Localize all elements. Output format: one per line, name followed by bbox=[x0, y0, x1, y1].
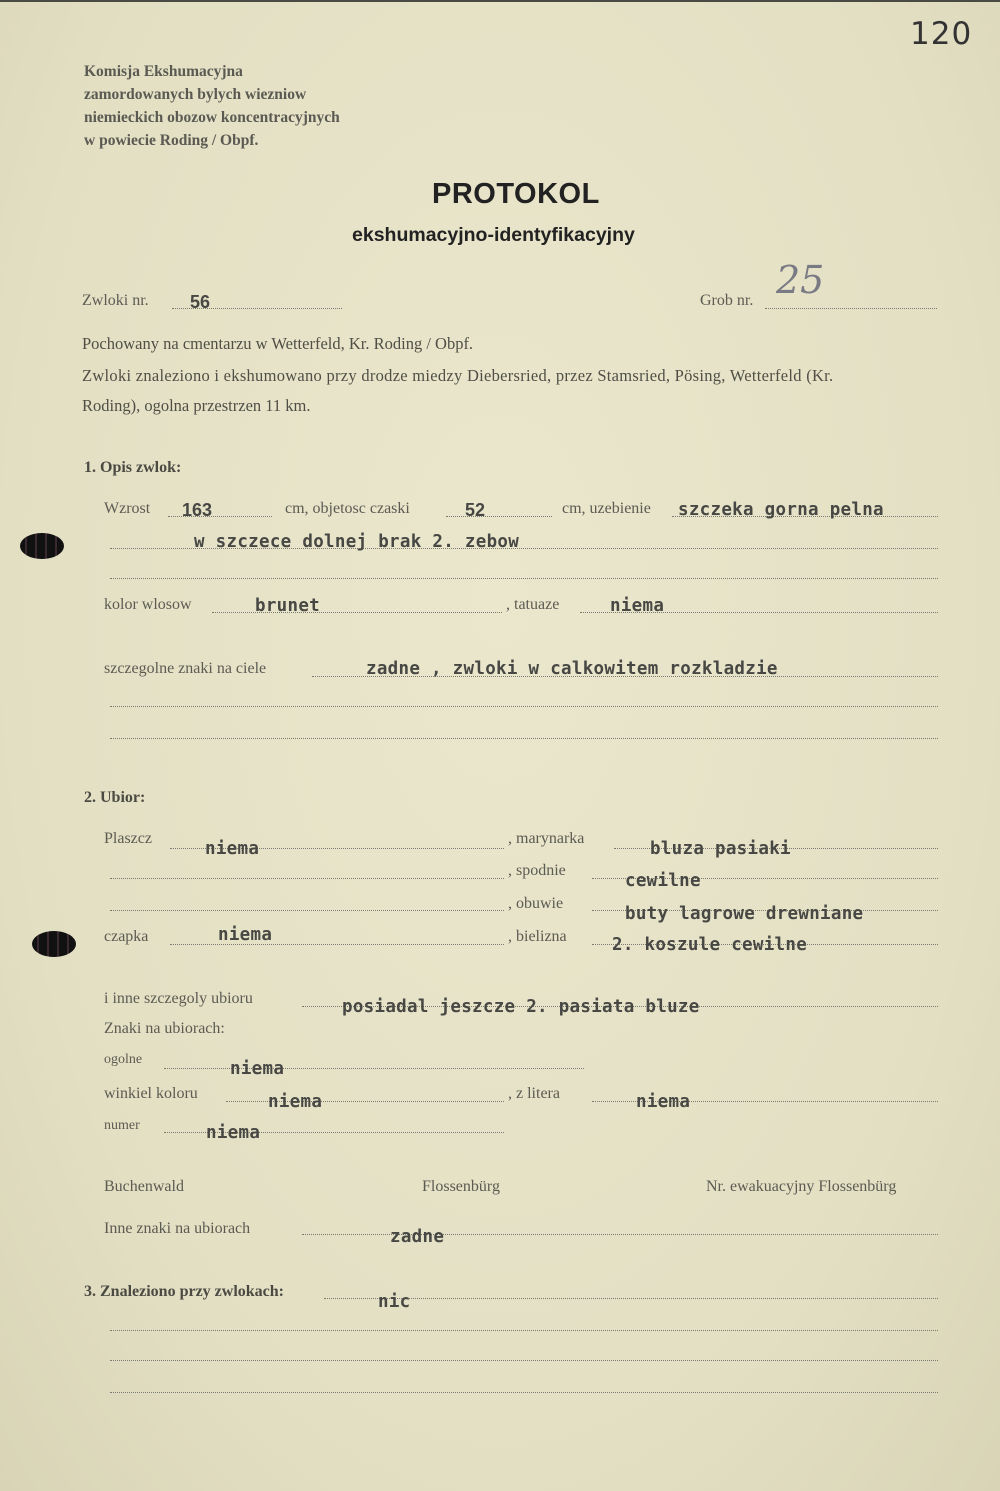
grave-number-line bbox=[765, 308, 937, 309]
found-items-blank-line-1 bbox=[110, 1330, 938, 1331]
shoes-value: buty lagrowe drewniane bbox=[625, 904, 864, 924]
other-details-label: i inne szczegoly ubioru bbox=[104, 990, 253, 1007]
letterhead-line-1: Komisja Ekshumacyjna bbox=[84, 63, 243, 80]
evacuation-number-label: Nr. ewakuacyjny Flossenbürg bbox=[706, 1178, 897, 1195]
flossenburg-label: Flossenbürg bbox=[422, 1178, 500, 1195]
punch-hole-bottom bbox=[32, 931, 76, 957]
height-unit-label: cm, objetosc czaski bbox=[285, 500, 410, 517]
underwear-value: 2. koszule cewilne bbox=[612, 935, 808, 955]
letter-value: niema bbox=[636, 1092, 691, 1112]
section-3-heading: 3. Znaleziono przy zwlokach: bbox=[84, 1283, 284, 1300]
letterhead-line-2: zamordowanych bylych wiezniow bbox=[84, 86, 307, 103]
document-title: PROTOKOL bbox=[432, 178, 600, 210]
cap-value: niema bbox=[218, 925, 273, 945]
coat-value: niema bbox=[205, 839, 260, 859]
blank-line-3 bbox=[110, 738, 938, 739]
skull-unit-label: cm, uzebienie bbox=[562, 500, 651, 517]
found-location-text-1: Zwloki znaleziono i ekshumowano przy drodze miedzy Diebersried, przez Stamsried, Pösing, Wetterfeld (Kr. bbox=[82, 366, 834, 385]
clothing-blank-line-1 bbox=[110, 878, 504, 879]
document-subtitle: ekshumacyjno-identyfikacyjny bbox=[352, 224, 635, 246]
body-marks-value: zadne , zwloki w calkowitem rozkladzie bbox=[366, 659, 778, 679]
skull-value: 52 bbox=[465, 500, 486, 520]
page-number: 120 bbox=[910, 16, 973, 52]
found-items-blank-line-2 bbox=[110, 1360, 938, 1361]
letterhead bbox=[84, 60, 340, 152]
found-location-text-2: Roding), ogolna przestrzen 11 km. bbox=[82, 396, 311, 415]
tattoo-label: , tatuaze bbox=[506, 596, 560, 613]
height-label: Wzrost bbox=[104, 500, 151, 517]
other-details-value: posiadal jeszcze 2. pasiata bluze bbox=[342, 997, 700, 1017]
trousers-label: , spodnie bbox=[508, 862, 566, 879]
other-clothing-marks-label: Inne znaki na ubiorach bbox=[104, 1220, 251, 1237]
number-value: niema bbox=[206, 1123, 261, 1143]
letterhead-line-4: w powiecie Roding / Obpf. bbox=[84, 132, 259, 149]
number-label: numer bbox=[104, 1118, 140, 1133]
letterhead-line-3: niemieckich obozow koncentracyjnych bbox=[84, 109, 340, 126]
tattoo-value: niema bbox=[610, 596, 665, 616]
teeth-value-2: w szczece dolnej brak 2. zebow bbox=[194, 532, 520, 552]
underwear-label: , bielizna bbox=[508, 928, 567, 945]
general-marks-line bbox=[164, 1068, 584, 1069]
triangle-color-label: winkiel koloru bbox=[104, 1085, 198, 1102]
found-items-line bbox=[324, 1298, 938, 1299]
letter-label: , z litera bbox=[508, 1085, 560, 1102]
hair-color-value: brunet bbox=[255, 596, 321, 616]
grave-number-label: Grob nr. bbox=[700, 292, 754, 309]
general-marks-label: ogolne bbox=[104, 1052, 143, 1067]
section-1-heading: 1. Opis zwlok: bbox=[84, 459, 182, 476]
found-items-value: nic bbox=[378, 1292, 411, 1312]
jacket-value: bluza pasiaki bbox=[650, 839, 791, 859]
teeth-value-1: szczeka gorna pelna bbox=[678, 500, 884, 520]
remains-number-label: Zwloki nr. bbox=[82, 292, 149, 309]
skull-line bbox=[446, 516, 552, 517]
coat-label: Plaszcz bbox=[104, 830, 152, 847]
hair-color-label: kolor wlosow bbox=[104, 596, 192, 613]
jacket-label: , marynarka bbox=[508, 830, 585, 847]
found-items-blank-line-3 bbox=[110, 1392, 938, 1393]
other-clothing-marks-value: zadne bbox=[390, 1227, 445, 1247]
burial-location-text: Pochowany na cmentarzu w Wetterfeld, Kr. Roding / Obpf. bbox=[82, 334, 474, 353]
blank-line-2 bbox=[110, 706, 938, 707]
section-2-heading: 2. Ubior: bbox=[84, 789, 146, 806]
buchenwald-label: Buchenwald bbox=[104, 1178, 184, 1195]
shoes-label: , obuwie bbox=[508, 895, 564, 912]
cap-label: czapka bbox=[104, 928, 149, 945]
blank-line-1 bbox=[110, 578, 938, 579]
clothing-blank-line-2 bbox=[110, 910, 504, 911]
remains-number-value: 56 bbox=[190, 292, 211, 312]
triangle-color-value: niema bbox=[268, 1092, 323, 1112]
trousers-value: cewilne bbox=[625, 871, 701, 891]
grave-number-handwritten: 25 bbox=[776, 258, 825, 302]
height-value: 163 bbox=[182, 500, 213, 520]
clothing-marks-heading: Znaki na ubiorach: bbox=[104, 1020, 225, 1037]
general-marks-value: niema bbox=[230, 1059, 285, 1079]
punch-hole-top bbox=[20, 533, 64, 559]
body-marks-label: szczegolne znaki na ciele bbox=[104, 660, 267, 677]
